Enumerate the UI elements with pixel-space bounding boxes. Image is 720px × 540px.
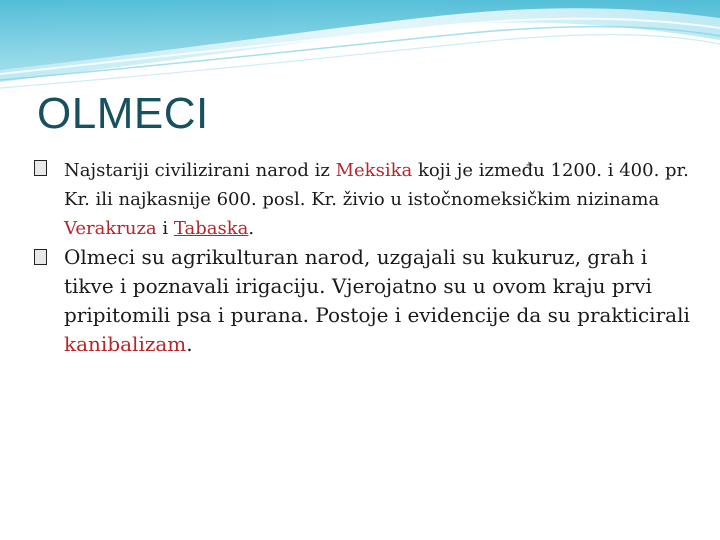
highlight-meksika: Meksika [335,160,413,181]
bullet-text: Olmeci su agrikulturan narod, uzgajali su kukuruz, grah i tikve i poznavali irigaciju. Vjerojatno su u ovom kraju prvi pripitomili psa i purana. Postoje i evidencije da su prakticirali [64,245,690,327]
highlight-verakruza: Verakruza [64,218,157,239]
bullet-text: . [186,332,193,356]
bullet-text: koji je između 1200. i 400. pr. Kr. ili najkasnije 600. posl. Kr. živio u istočnomeksičkim nizinama [64,160,689,210]
bullet-text: Najstariji civilizirani narod iz [64,160,336,181]
link-tabaska[interactable]: Tabaska [173,218,249,239]
highlight-kanibalizam: kanibalizam [64,332,187,356]
header-wave-decoration [0,0,720,95]
bullet-marker-icon [34,160,47,176]
bullet-item [32,156,702,243]
bullet-text: . [248,218,255,239]
bullet-item [32,243,702,359]
bullet-marker-icon [34,249,47,265]
slide-body [32,156,702,359]
slide-title: OLMECI [37,89,209,138]
bullet-text: i [156,218,174,239]
